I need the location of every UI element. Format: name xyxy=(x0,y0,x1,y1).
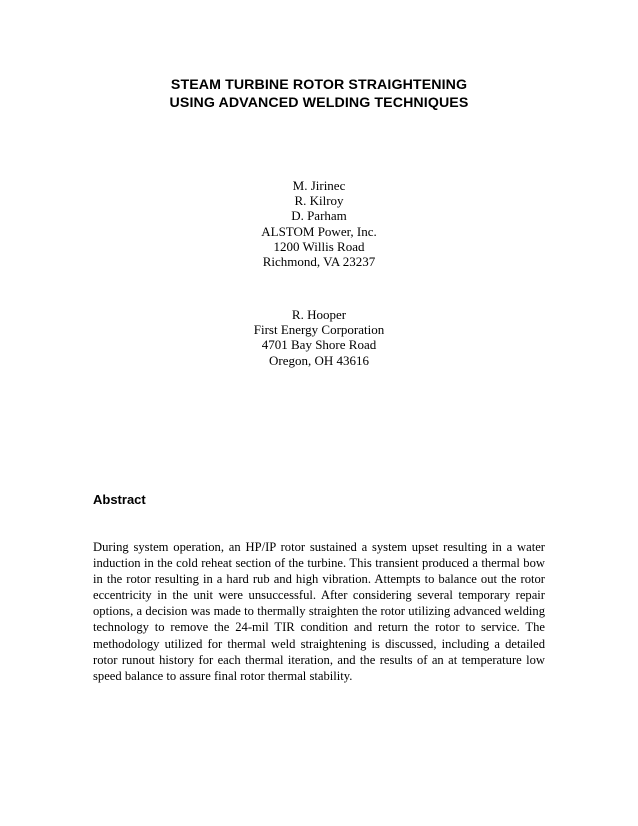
affiliation-name: ALSTOM Power, Inc. xyxy=(261,223,377,239)
paper-title xyxy=(0,76,638,112)
abstract-line: speed balance to assure final rotor thermal stability. xyxy=(93,668,353,683)
abstract-paragraph xyxy=(93,539,545,684)
author-name: R. Kilroy xyxy=(294,193,344,209)
abstract-line: induction in the cold reheat section of the turbine. This transient produced a thermal bow xyxy=(93,556,545,571)
abstract-line: methodology utilized for thermal weld straightening is discussed, including a detailed xyxy=(93,636,545,651)
author-name: M. Jirinec xyxy=(292,178,346,193)
abstract-line: options, a decision was made to thermally straighten the rotor utilizing advanced welding xyxy=(93,604,545,619)
affiliation-name: First Energy Corporation xyxy=(253,322,385,338)
affiliation-city: Oregon, OH 43616 xyxy=(268,352,369,368)
abstract-heading: Abstract xyxy=(93,492,146,507)
abstract-line: During system operation, an HP/IP rotor sustained a system upset resulting in a water xyxy=(93,540,545,554)
affiliation-street: 4701 Bay Shore Road xyxy=(261,337,377,353)
abstract-line: in the rotor resulting in a hard rub and high vibration. Attempts to balance out the rotor xyxy=(93,572,545,587)
author-name: R. Hooper xyxy=(291,307,347,322)
abstract-line: rotor runout history for each thermal iteration, and the results of an at temperature low xyxy=(93,652,545,667)
author-name: D. Parham xyxy=(291,208,347,224)
abstract-line: technology to remove the 24-mil TIR condition and return the rotor to service. The xyxy=(93,620,545,635)
title-line-2: USING ADVANCED WELDING TECHNIQUES xyxy=(169,95,469,111)
abstract-line: eccentricity in the unit were unsuccessful. After considering several temporary repair xyxy=(93,588,545,603)
affiliation-street: 1200 Willis Road xyxy=(273,238,365,254)
author-affiliation-alstom xyxy=(0,178,638,269)
affiliation-city: Richmond, VA 23237 xyxy=(262,254,376,270)
title-line-1: STEAM TURBINE ROTOR STRAIGHTENING xyxy=(170,77,468,93)
author-affiliation-firstenergy xyxy=(0,307,638,368)
